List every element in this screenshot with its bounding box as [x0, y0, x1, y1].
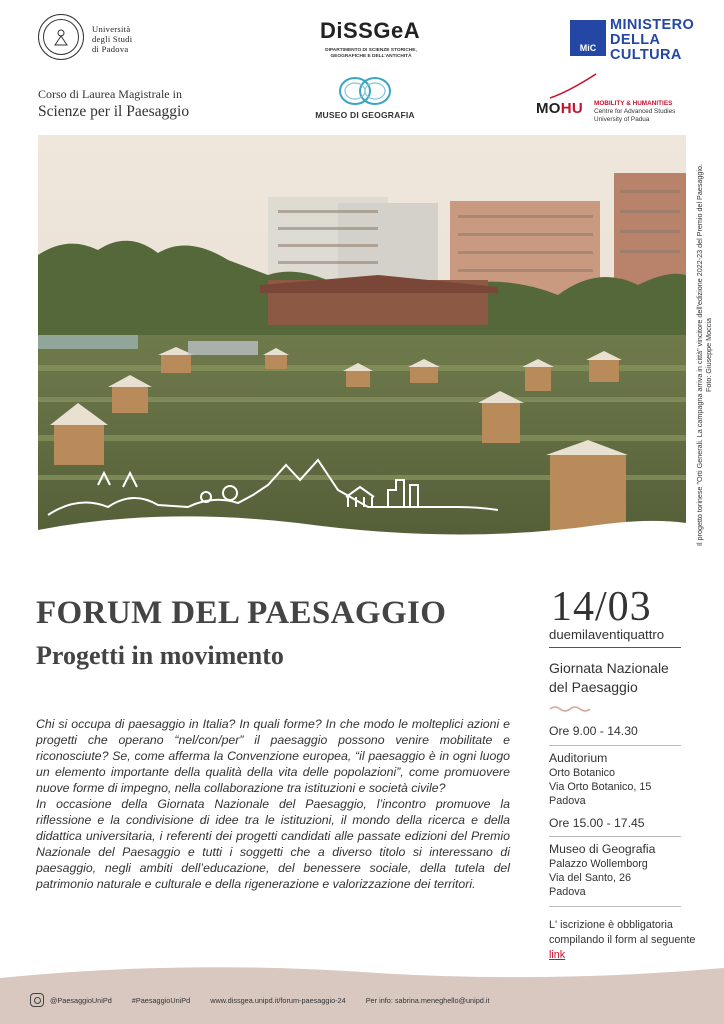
course-line2: Scienze per il Paesaggio: [38, 103, 190, 120]
dissgea-sub2: GEOGRAFICHE E DELL'ANTICHITÀ: [330, 54, 412, 59]
giornata-line2: del Paesaggio: [549, 679, 638, 695]
footer-instagram[interactable]: @PaesaggioUniPd: [50, 995, 112, 1005]
venue-1-line2: Via Orto Botanico, 15: [549, 781, 652, 793]
dissgea-sub1: DIPARTIMENTO DI SCIENZE STORICHE,: [325, 48, 417, 53]
footer-bar: [30, 993, 510, 1007]
date-divider: [549, 647, 681, 648]
description: [36, 716, 510, 892]
venue-2-line1: Palazzo Wollemborg: [549, 858, 648, 870]
venue-1-line3: Padova: [549, 795, 586, 807]
wave-divider-icon: [549, 705, 595, 713]
registration-line1: L' iscrizione è obbligatoria: [549, 919, 673, 931]
event-date: 14/03: [551, 584, 652, 630]
unipd-name: [92, 24, 132, 54]
time-slot-1: Ore 9.00 - 14.30: [549, 724, 638, 738]
dissgea-subtitle: [311, 48, 431, 60]
photo-credit-line2: Foto: Giuseppe Moccia: [704, 318, 713, 392]
unipd-seal-logo: [38, 14, 84, 60]
mohu-arc-icon: [548, 72, 598, 100]
registration-line2: compilando il form al seguente: [549, 934, 696, 946]
footer-info[interactable]: Per info: sabrina.meneghello@unipd.it: [365, 995, 490, 1005]
course-title: [38, 87, 189, 121]
description-paragraph-1: Chi si occupa di paesaggio in Italia? In quali forme? In che modo le molteplici azioni e progetti che operano “nel/con/per” il paesaggio possono venire mobilitate e riconosciute? Se, come afferma la Convenzione europea, “il paesaggio è in ogni luogo un elemento importante della qualità della vita delle popolazioni”, come promuovere nuove forme di impegno, nella collaborazione tra istituzioni e società civile?: [36, 717, 510, 795]
ministero-line3: CULTURA: [610, 47, 682, 63]
registration-info: [549, 918, 699, 963]
mohu-line2: Centre for Advanced Studies: [594, 108, 676, 115]
dissgea-logo: DiSSGeA: [320, 18, 421, 43]
footer-hashtag: #PaesaggioUniPd: [131, 995, 191, 1005]
separator-1: [549, 745, 681, 746]
venue-1-name: Auditorium: [549, 751, 608, 765]
garden-photo: [38, 135, 686, 575]
venue-2: [549, 842, 655, 899]
unipd-line3: di Padova: [92, 44, 129, 54]
giornata-line1: Giornata Nazionale: [549, 660, 669, 676]
mic-badge: MiC: [570, 20, 606, 56]
page-title: FORUM DEL PAESAGGIO: [36, 595, 447, 631]
unipd-seal-inner: [43, 19, 79, 55]
mohu-line3: University of Padua: [594, 116, 650, 123]
mohu-logo: [536, 100, 583, 117]
time-slot-2: Ore 15.00 - 17.45: [549, 816, 645, 830]
venue-1-line1: Orto Botanico: [549, 767, 616, 779]
page-subtitle: Progetti in movimento: [36, 641, 284, 670]
separator-3: [549, 906, 681, 907]
mohu-subtitle: [594, 100, 675, 124]
ministero-line2: DELLA: [610, 32, 661, 48]
unipd-line2: degli Studi: [92, 34, 133, 44]
venue-1: [549, 751, 651, 808]
mohu-name-b: HU: [560, 100, 584, 117]
instagram-icon[interactable]: [30, 993, 44, 1007]
ministero-line1: MINISTERO: [610, 17, 695, 33]
museo-infinity-icon: [336, 74, 394, 108]
photo-credit-line1: Il progetto torinese "Orti Generali. La campagna arriva in città" vincitore dell'edizione 2022-23 del Premio del Paesaggio.: [695, 163, 704, 547]
separator-2: [549, 836, 681, 837]
event-year: duemilaventiquattro: [549, 627, 665, 642]
ministero-name: [610, 18, 694, 63]
garden-photo-illustration: [38, 135, 686, 575]
venue-2-line3: Padova: [549, 886, 586, 898]
mohu-line1: MOBILITY & HUMANITIES: [594, 100, 673, 107]
seal-figure-icon: [51, 27, 71, 47]
venue-2-line2: Via del Santo, 26: [549, 872, 632, 884]
registration-link[interactable]: link: [549, 949, 566, 961]
mohu-name-a: MO: [536, 100, 561, 117]
venue-2-name: Museo di Geografia: [549, 842, 656, 856]
photo-credit-wrap: [693, 135, 715, 575]
footer-website[interactable]: www.dissgea.unipd.it/forum-paesaggio-24: [210, 995, 346, 1005]
museo-label: MUSEO DI GEOGRAFIA: [315, 110, 415, 120]
unipd-line1: Università: [92, 24, 131, 34]
photo-credit: [695, 135, 713, 575]
giornata-title: [549, 659, 669, 697]
course-line1: Corso di Laurea Magistrale in: [38, 87, 182, 101]
description-paragraph-2: In occasione della Giornata Nazionale del Paesaggio, l’incontro promuove la riflessione e la condivisione di idee tra le istituzioni, il mondo della ricerca e della didattica universitaria, i referenti dei progetti candidati alle passate edizioni del Premio Nazionale del Paesaggio e tutti i soggetti che a diverso titolo si interessano di paesaggio, negli ambiti dell’educazione, del benessere sociale, della tutela del patrimonio naturale e culturale e della rigenerazione e valorizzazione dei territori.: [36, 797, 510, 891]
